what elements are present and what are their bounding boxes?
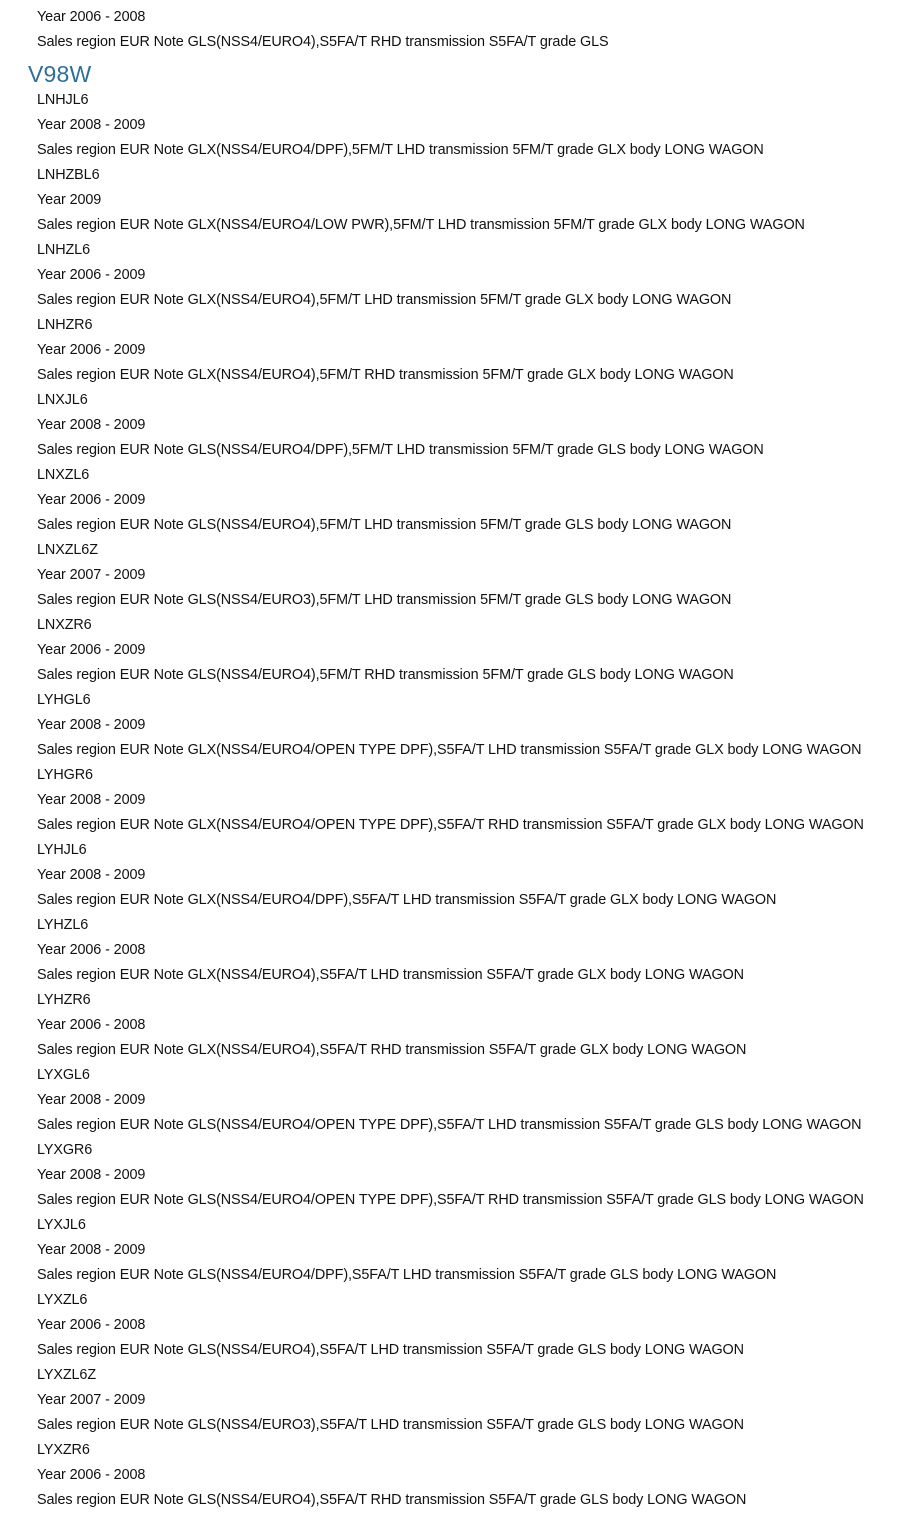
entry-code: LYHZL6: [37, 917, 89, 933]
entry-sales-region: Sales region EUR Note GLX(NSS4/EURO4),5FM/T RHD transmission 5FM/T grade GLX body LONG WAGON: [37, 367, 734, 383]
prelude-year: Year 2006 - 2008: [37, 9, 146, 25]
entry-code: LYXZL6Z: [37, 1367, 97, 1383]
entry-code: LNXZL6Z: [37, 542, 98, 558]
entry-year: Year 2006 - 2008: [37, 942, 146, 958]
entry-sales-region: Sales region EUR Note GLS(NSS4/EURO3),5FM/T LHD transmission 5FM/T grade GLS body LONG WAGON: [37, 592, 732, 608]
entry-code: LYHGR6: [37, 767, 93, 783]
entry-year: Year 2008 - 2009: [37, 1092, 146, 1108]
entry-code: LYXJL6: [37, 1217, 86, 1233]
entry-sales-region: Sales region EUR Note GLX(NSS4/EURO4/DPF),S5FA/T LHD transmission S5FA/T grade GLX body LONG WAGON: [37, 892, 777, 908]
entry-year: Year 2008 - 2009: [37, 117, 146, 133]
entry-code: LYHZR6: [37, 992, 91, 1008]
entry-year: Year 2006 - 2008: [37, 1317, 146, 1333]
entry-year: Year 2006 - 2008: [37, 1467, 146, 1483]
entry-year: Year 2006 - 2009: [37, 492, 146, 508]
entry-code: LYHJL6: [37, 842, 87, 858]
entry-sales-region: Sales region EUR Note GLX(NSS4/EURO4),S5FA/T LHD transmission S5FA/T grade GLX body LONG WAGON: [37, 967, 744, 983]
entry-code: LYXGR6: [37, 1142, 93, 1158]
section-title: V98W: [28, 61, 92, 87]
entry-sales-region: Sales region EUR Note GLS(NSS4/EURO4/OPEN TYPE DPF),S5FA/T LHD transmission S5FA/T grade GLS body LONG WAGON: [37, 1117, 862, 1133]
entry-sales-region: Sales region EUR Note GLX(NSS4/EURO4/LOW PWR),5FM/T LHD transmission 5FM/T grade GLX body LONG WAGON: [37, 217, 805, 233]
entry-sales-region: Sales region EUR Note GLS(NSS4/EURO4),5FM/T LHD transmission 5FM/T grade GLS body LONG WAGON: [37, 517, 732, 533]
entry-code: LNHZR6: [37, 317, 93, 333]
entry-sales-region: Sales region EUR Note GLS(NSS4/EURO4),S5FA/T LHD transmission S5FA/T grade GLS body LONG WAGON: [37, 1342, 744, 1358]
entry-code: LNXJL6: [37, 392, 88, 408]
entry-sales-region: Sales region EUR Note GLS(NSS4/EURO4),5FM/T RHD transmission 5FM/T grade GLS body LONG WAGON: [37, 667, 734, 683]
entry-code: LNHZBL6: [37, 167, 100, 183]
entry-year: Year 2007 - 2009: [37, 567, 146, 583]
entry-code: LYXZL6: [37, 1292, 88, 1308]
entry-code: LNXZL6: [37, 467, 90, 483]
entry-sales-region: Sales region EUR Note GLS(NSS4/EURO4/DPF),S5FA/T LHD transmission S5FA/T grade GLS body LONG WAGON: [37, 1267, 777, 1283]
entry-year: Year 2008 - 2009: [37, 1242, 146, 1258]
entry-code: LNHZL6: [37, 242, 90, 258]
entry-year: Year 2009: [37, 192, 102, 208]
entry-year: Year 2006 - 2009: [37, 267, 146, 283]
entry-sales-region: Sales region EUR Note GLX(NSS4/EURO4/OPEN TYPE DPF),S5FA/T RHD transmission S5FA/T grade GLX body LONG WAGON: [37, 817, 864, 833]
entry-year: Year 2006 - 2009: [37, 642, 146, 658]
entry-sales-region: Sales region EUR Note GLS(NSS4/EURO4/DPF),5FM/T LHD transmission 5FM/T grade GLS body LONG WAGON: [37, 442, 764, 458]
entry-sales-region: Sales region EUR Note GLS(NSS4/EURO4/OPEN TYPE DPF),S5FA/T RHD transmission S5FA/T grade GLS body LONG WAGON: [37, 1192, 864, 1208]
entry-sales-region: Sales region EUR Note GLS(NSS4/EURO4),S5FA/T RHD transmission S5FA/T grade GLS body LONG WAGON: [37, 1492, 747, 1508]
entry-sales-region: Sales region EUR Note GLX(NSS4/EURO4/OPEN TYPE DPF),S5FA/T LHD transmission S5FA/T grade GLX body LONG WAGON: [37, 742, 862, 758]
entry-year: Year 2006 - 2009: [37, 342, 146, 358]
entry-year: Year 2008 - 2009: [37, 717, 146, 733]
entry-code: LYXGL6: [37, 1067, 90, 1083]
entry-code: LYXZR6: [37, 1442, 90, 1458]
entry-code: LYHGL6: [37, 692, 91, 708]
entry-sales-region: Sales region EUR Note GLX(NSS4/EURO4),5FM/T LHD transmission 5FM/T grade GLX body LONG WAGON: [37, 292, 732, 308]
entry-year: Year 2008 - 2009: [37, 417, 146, 433]
entry-code: LNXZR6: [37, 617, 92, 633]
entry-sales-region: Sales region EUR Note GLX(NSS4/EURO4),S5FA/T RHD transmission S5FA/T grade GLX body LONG WAGON: [37, 1042, 747, 1058]
entry-year: Year 2008 - 2009: [37, 867, 146, 883]
prelude-sales-region: Sales region EUR Note GLS(NSS4/EURO4),S5FA/T RHD transmission S5FA/T grade GLS: [37, 34, 609, 50]
entry-sales-region: Sales region EUR Note GLS(NSS4/EURO3),S5FA/T LHD transmission S5FA/T grade GLS body LONG WAGON: [37, 1417, 744, 1433]
entry-sales-region: Sales region EUR Note GLX(NSS4/EURO4/DPF),5FM/T LHD transmission 5FM/T grade GLX body LONG WAGON: [37, 142, 764, 158]
entry-year: Year 2006 - 2008: [37, 1017, 146, 1033]
entry-year: Year 2008 - 2009: [37, 1167, 146, 1183]
entry-year: Year 2007 - 2009: [37, 1392, 146, 1408]
entry-code: LNHJL6: [37, 92, 89, 108]
entry-year: Year 2008 - 2009: [37, 792, 146, 808]
